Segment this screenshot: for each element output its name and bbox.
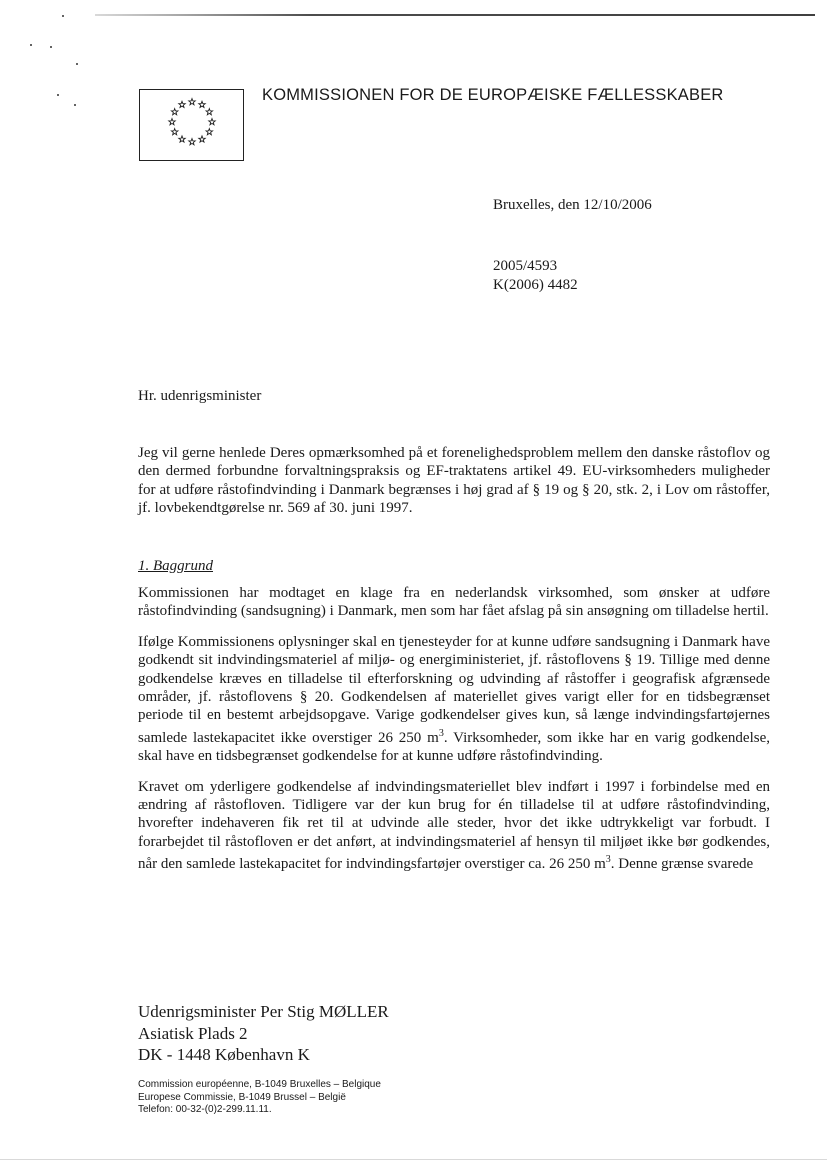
eu-stars-logo <box>139 89 244 161</box>
address-line-2: Asiatisk Plads 2 <box>138 1023 248 1043</box>
paragraph-2-text: Ifølge Kommissionens oplysninger skal en tjenesteyder for at kunne udføre sandsugning i Danmark have godkendt sit indvindingsmateriel af miljø- og energiministeriet, jf. råstoflovens § 19. Tillige med denne godkendelse kræves en tilladelse til efterforskning og udvinding af råstoffer i geografisk afgrænsede områder, jf. råstoflovens § 20. Godkendelsen af materiellet gives varigt eller for en tidsbegrænset periode til en bestemt arbejdsopgave. Varige godkendelser gives kun, så længe indvindingsfartøjernes samlede lastekapacitet ikke overstiger 26 250 m <box>138 633 770 746</box>
paragraph-3 <box>138 778 770 874</box>
star-icon <box>171 109 177 115</box>
paragraph-3-text: Kravet om yderligere godkendelse af indvindingsmateriellet blev indført i 1997 i forbindelse med en ændring af råstofloven. Tidligere var der kun brug for én tilladelse til at udføre råstofindvinding, hvorefter indehaveren fik ret til at udvinde alle steder, hvor det ikke udtrykkeligt var forbudt. I forarbejdet til råstofloven er det anført, at indvindingsmateriel af hensyn til miljøet ikke bør godkendes, når den samlede lastekapacitet for indvindingsfartøjer overstiger ca. 26 250 m <box>138 778 770 873</box>
paragraph-1: Kommissionen har modtaget en klage fra en nederlandsk virksomhed, som ønsker at udføre råstofindvinding (sandsugning) i Danmark, men som har fået afslag på sin ansøgning om tilladelse hertil. <box>138 585 770 620</box>
scan-speck <box>30 44 32 46</box>
star-icon <box>206 109 212 115</box>
case-number: 2005/4593 <box>493 258 558 274</box>
scan-speck <box>62 15 64 17</box>
paragraph-2 <box>138 633 770 766</box>
reference-number: K(2006) 4482 <box>493 277 578 293</box>
paragraph-3-text-cont: . Denne grænse svarede <box>610 856 754 873</box>
scan-edge-bottom <box>0 1159 827 1160</box>
star-icon <box>199 101 205 107</box>
salutation: Hr. udenrigsminister <box>138 388 262 404</box>
superscript-3: 3 <box>438 727 444 739</box>
star-icon <box>209 119 215 125</box>
organization-name: KOMMISSIONEN FOR DE EUROPÆISKE FÆLLESSKABER <box>262 86 724 104</box>
footer <box>138 1079 381 1117</box>
footer-line-2: Europese Commissie, B-1049 Brussel – België <box>138 1091 346 1103</box>
section-body <box>138 584 770 886</box>
star-icon <box>206 129 212 135</box>
star-icon <box>199 136 205 142</box>
superscript-3: 3 <box>605 854 611 866</box>
section-heading: 1. Baggrund <box>138 558 213 574</box>
star-icon <box>189 99 195 105</box>
star-icon <box>179 101 185 107</box>
scan-speck <box>76 63 78 65</box>
address-line-3: DK - 1448 København K <box>138 1045 310 1064</box>
scan-speck <box>50 46 52 48</box>
intro-text: Jeg vil gerne henlede Deres opmærksomhed på et forenelighedsproblem mellem den danske råstoflov og den dermed forbundne forvaltningspraksis og EF-traktatens artikel 49. EU-virksomheders muligheder for at udføre råstofindvinding i Danmark begrænses i høj grad af § 19 og § 20, stk. 2, i Lov om råstoffer, jf. lovbekendtgørelse nr. 569 af 30. juni 1997. <box>138 445 770 517</box>
footer-line-3: Telefon: 00-32-(0)2-299.11.11. <box>138 1104 272 1115</box>
address-line-1: Udenrigsminister Per Stig MØLLER <box>138 1002 389 1021</box>
star-icon <box>169 119 175 125</box>
place-date: Bruxelles, den 12/10/2006 <box>493 197 652 213</box>
intro-paragraph <box>138 444 770 530</box>
footer-line-1: Commission européenne, B-1049 Bruxelles – Belgique <box>138 1079 381 1090</box>
recipient-address <box>138 1001 389 1066</box>
scan-speck <box>57 94 59 96</box>
scan-edge-top <box>95 14 815 16</box>
paragraph-2-text-cont: . Virksomheder, som ikke har en varig godkendelse, skal have en tidsbegrænset godkendelse for at kunne udføre råstofindvinding. <box>138 729 770 765</box>
scan-speck <box>74 104 76 106</box>
star-icon <box>171 129 177 135</box>
star-icon <box>179 136 185 142</box>
eu-stars-icon <box>140 90 245 162</box>
star-icon <box>189 139 195 145</box>
